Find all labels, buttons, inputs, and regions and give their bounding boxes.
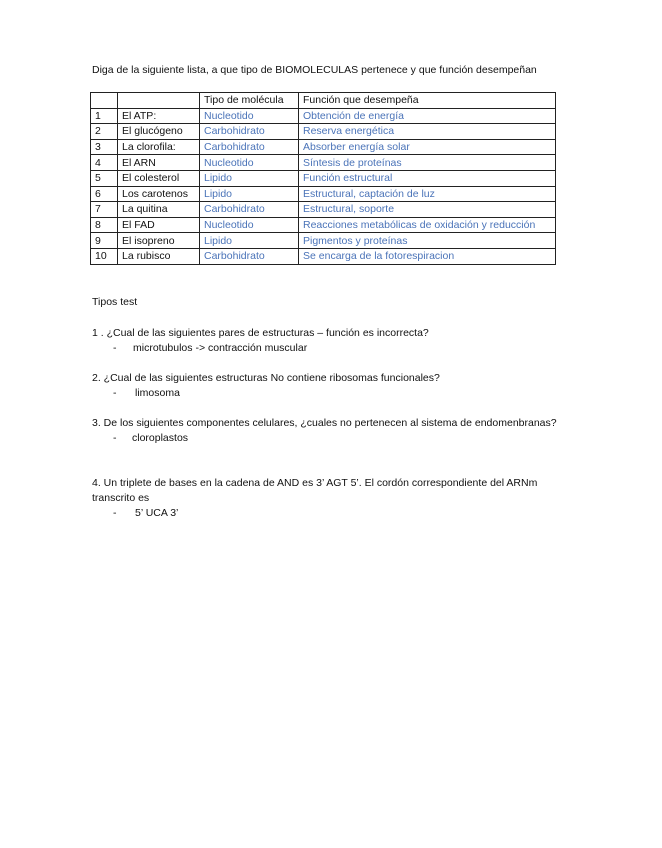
row-number: 5: [91, 170, 118, 186]
answer-text: cloroplastos: [132, 432, 189, 444]
molecule-type: Lipido: [200, 170, 299, 186]
row-number: 9: [91, 233, 118, 249]
molecule-type: Carbohidrato: [200, 202, 299, 218]
molecule-function: Se encarga de la fotorespiracion: [299, 248, 556, 264]
table-row: [91, 170, 556, 186]
header-function: Función que desempeña: [299, 93, 556, 109]
molecule-function: Reacciones metabólicas de oxidación y reducción: [299, 217, 556, 233]
biomolecule-name: La rubisco: [118, 248, 200, 264]
list-dash: -: [113, 432, 117, 444]
table-row: [91, 139, 556, 155]
molecule-type: Nucleotido: [200, 217, 299, 233]
molecule-type: Carbohidrato: [200, 139, 299, 155]
molecule-type: Nucleotido: [200, 155, 299, 171]
table-row: [91, 202, 556, 218]
intro-instruction: Diga de la siguiente lista, a que tipo de BIOMOLECULAS pertenece y que función desempeñan: [92, 64, 537, 76]
biomolecule-name: Los carotenos: [118, 186, 200, 202]
answer-item: [92, 341, 572, 356]
section-title: Tipos test: [92, 296, 138, 308]
row-number: 7: [91, 202, 118, 218]
biomolecule-name: El FAD: [118, 217, 200, 233]
molecule-function: Reserva energética: [299, 124, 556, 140]
header-molecule-type: Tipo de molécula: [200, 93, 299, 109]
answer-item: [92, 506, 572, 521]
table-row: [91, 124, 556, 140]
molecule-function: Estructural, captación de luz: [299, 186, 556, 202]
molecule-function: Obtención de energía: [299, 108, 556, 124]
molecule-type: Carbohidrato: [200, 248, 299, 264]
question-3: [92, 416, 572, 446]
row-number: 4: [91, 155, 118, 171]
biomolecule-name: El isopreno: [118, 233, 200, 249]
biomolecule-name: El colesterol: [118, 170, 200, 186]
molecule-function: Función estructural: [299, 170, 556, 186]
header-name: [118, 93, 200, 109]
row-number: 3: [91, 139, 118, 155]
table-row: [91, 108, 556, 124]
list-dash: -: [113, 387, 117, 399]
question-text: 1 . ¿Cual de las siguientes pares de estructuras – función es incorrecta?: [92, 327, 429, 339]
question-1: [92, 326, 572, 356]
molecule-type: Lipido: [200, 233, 299, 249]
table-row: [91, 155, 556, 171]
header-number: [91, 93, 118, 109]
table-row: [91, 217, 556, 233]
biomolecule-name: El ATP:: [118, 108, 200, 124]
answer-text: limosoma: [135, 387, 180, 399]
biomolecule-name: El glucógeno: [118, 124, 200, 140]
row-number: 2: [91, 124, 118, 140]
question-text: 4. Un triplete de bases en la cadena de AND es 3’ AGT 5’. El cordón correspondiente del ARNm transcrito es: [92, 477, 538, 504]
answer-item: [92, 386, 572, 401]
biomolecule-name: La quitina: [118, 202, 200, 218]
answer-item: [92, 431, 572, 446]
biomolecules-table: [90, 92, 556, 265]
question-2: [92, 371, 572, 401]
molecule-function: Síntesis de proteínas: [299, 155, 556, 171]
answer-text: microtubulos -> contracción muscular: [133, 342, 308, 354]
question-text: 3. De los siguientes componentes celulares, ¿cuales no pertenecen al sistema de endomenbranas?: [92, 417, 557, 429]
list-dash: -: [113, 342, 117, 354]
molecule-type: Carbohidrato: [200, 124, 299, 140]
biomolecule-name: La clorofila:: [118, 139, 200, 155]
molecule-type: Lipido: [200, 186, 299, 202]
row-number: 8: [91, 217, 118, 233]
biomolecule-name: El ARN: [118, 155, 200, 171]
answer-text: 5’ UCA 3’: [135, 507, 179, 519]
question-4: [92, 476, 572, 521]
table-row: [91, 186, 556, 202]
molecule-function: Absorber energía solar: [299, 139, 556, 155]
row-number: 10: [91, 248, 118, 264]
table-row: [91, 248, 556, 264]
list-dash: -: [113, 507, 117, 519]
question-text: 2. ¿Cual de las siguientes estructuras No contiene ribosomas funcionales?: [92, 372, 440, 384]
molecule-type: Nucleotido: [200, 108, 299, 124]
row-number: 1: [91, 108, 118, 124]
molecule-function: Estructural, soporte: [299, 202, 556, 218]
table-row: [91, 233, 556, 249]
molecule-function: Pigmentos y proteínas: [299, 233, 556, 249]
row-number: 6: [91, 186, 118, 202]
table-header-row: [91, 93, 556, 109]
